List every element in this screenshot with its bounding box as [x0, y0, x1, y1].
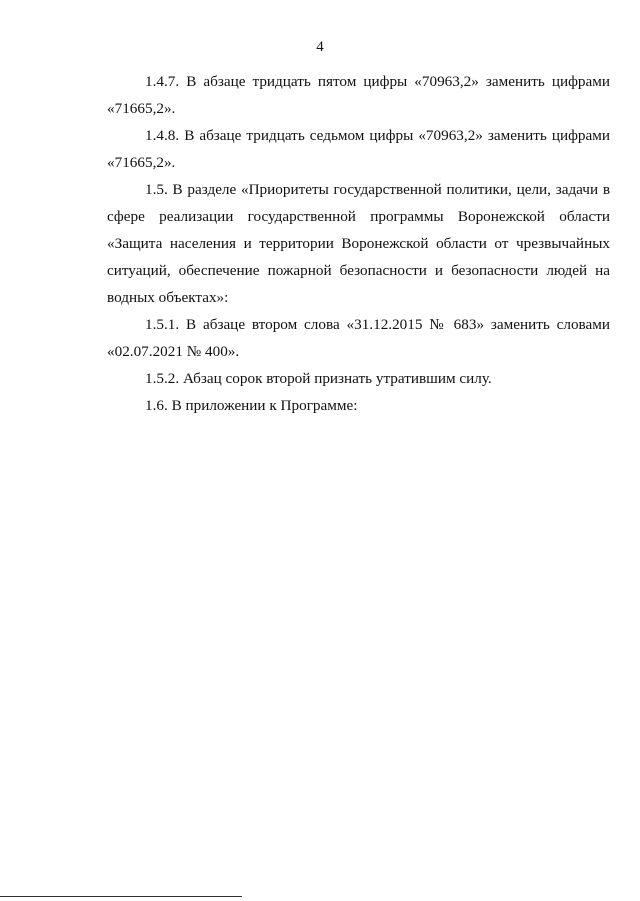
paragraph-1-5-2: 1.5.2. Абзац сорок второй признать утратившим силу. [145, 370, 492, 387]
footer-divider [0, 896, 242, 897]
paragraph-1-5-1: 1.5.1. В абзаце втором слова «31.12.2015 № 683» заменить словами «02.07.2021 № 400». [107, 316, 610, 360]
paragraph-1-5: 1.5. В разделе «Приоритеты государственной политики, цели, задачи в сфере реализации государственной программы Воронежской области «Защита населения и территории Воронежской области от чрезвычайных ситуаций, обеспечение пожарной безопасности и безопасности людей на водных объектах»: [107, 181, 610, 306]
document-body [107, 68, 610, 419]
paragraph-1-4-7: 1.4.7. В абзаце тридцать пятом цифры «70963,2» заменить цифрами «71665,2». [107, 73, 610, 117]
paragraph-1-6: 1.6. В приложении к Программе: [145, 397, 358, 414]
paragraph-1-4-8: 1.4.8. В абзаце тридцать седьмом цифры «70963,2» заменить цифрами «71665,2». [107, 127, 610, 171]
page-number: 4 [316, 39, 324, 55]
